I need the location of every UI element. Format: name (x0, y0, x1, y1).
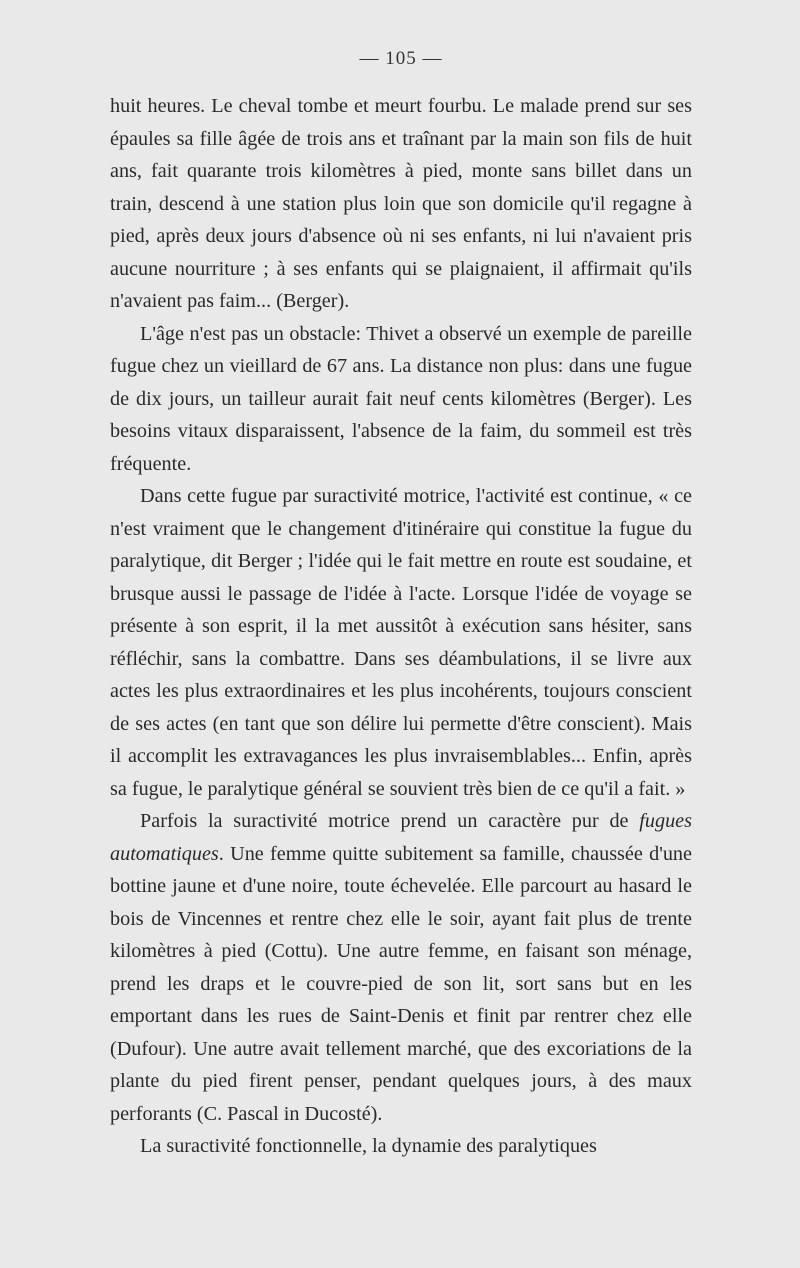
paragraph-3-text: Dans cette fugue par suractivité motrice, l'activité est continue, « ce n'est vraiment que le changement d'itinéraire qui constitue la fugue du paralytique, dit Berger ; l'idée qui le fait mettre en route est soudaine, et brusque aussi le passage de l'idée à l'acte. Lorsque l'idée de voyage se présente à son esprit, il la met aussitôt à exécution sans hésiter, sans réfléchir, sans la combattre. Dans ses déambulations, il se livre aux actes les plus extraordinaires et les plus incohérents, toujours conscient de ses actes (en tant que son délire lui permette d'être conscient). Mais il accomplit les extravagances les plus invraisemblables... Enfin, après sa fugue, le paralytique général se souvient très bien de ce qu'il a fait. » (110, 485, 692, 800)
paragraph-4-text-end: . Une femme quitte subitement sa famille, chaussée d'une bottine jaune et d'une noire, toute échevelée. Elle parcourt au hasard le bois de Vincennes et rentre chez elle le soir, ayant fait plus de trente kilomètres à pied (Cottu). Une autre femme, en faisant son ménage, prend les draps et le couvre-pied de son lit, sort sans but en les emportant dans les rues de Saint-Denis et finit par rentrer chez elle (Dufour). Une autre avait tellement marché, que des excoriations de la plante du pied firent penser, pendant quelques jours, à des maux perforants (C. Pascal in Ducosté). (110, 842, 692, 1125)
paragraph-1 (110, 90, 692, 318)
body-text (110, 90, 692, 1163)
paragraph-5-text: La suractivité fonctionnelle, la dynamie des paralytiques (140, 1135, 597, 1157)
paragraph-3 (110, 480, 692, 805)
paragraph-5 (110, 1130, 692, 1163)
paragraph-2-text: L'âge n'est pas un obstacle: Thivet a observé un exemple de pareille fugue chez un vieillard de 67 ans. La distance non plus: dans une fugue de dix jours, un tailleur aurait fait neuf cents kilomètres (Berger). Les besoins vitaux disparaissent, l'absence de la faim, du sommeil est très fréquente. (110, 322, 692, 475)
paragraph-4-text-start: Parfois la suractivité motrice prend un caractère pur de (140, 810, 640, 832)
paragraph-1-text: huit heures. Le cheval tombe et meurt fourbu. Le malade prend sur ses épaules sa fille âgée de trois ans et traînant par la main son fils de huit ans, fait quarante trois kilomètres à pied, monte sans billet dans un train, descend à une station plus loin que son domicile qu'il regagne à pied, après deux jours d'absence où ni ses enfants, ni lui n'avaient pris aucune nourriture ; à ses enfants qui se plaignaient, il affirmait qu'ils n'avaient pas faim... (Berger). (110, 95, 692, 312)
paragraph-4-italic-term: fugues automatiques (110, 810, 692, 865)
paragraph-2 (110, 318, 692, 481)
page-number: — 105 — (359, 48, 443, 69)
paragraph-4 (110, 805, 692, 1130)
